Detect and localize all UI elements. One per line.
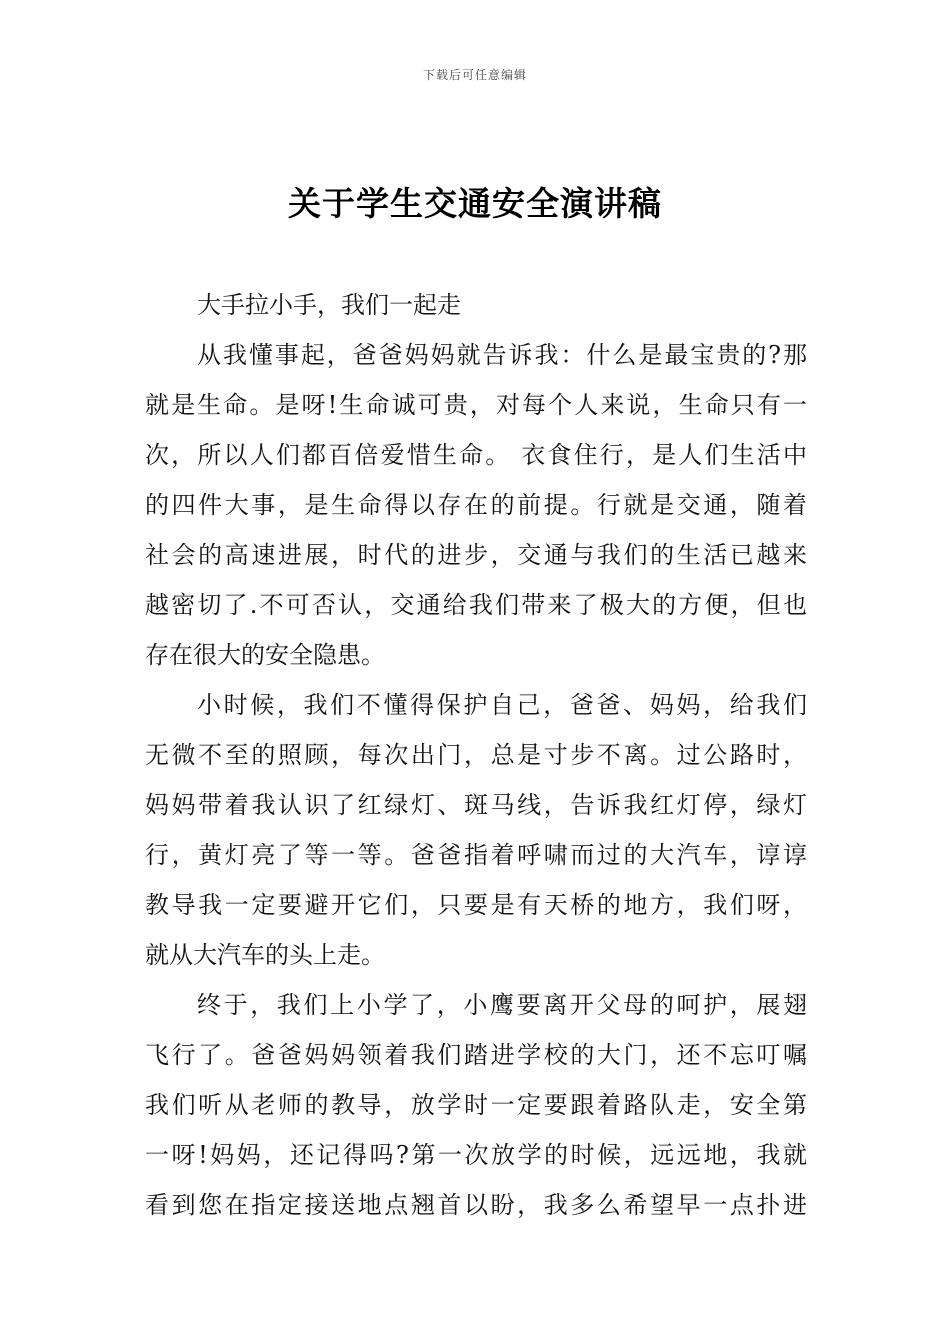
body-line: 大手拉小手，我们一起走 xyxy=(197,291,461,319)
body-line: 从我懂事起，爸爸妈妈就告诉我：什么是最宝贵的?那 xyxy=(197,341,807,369)
body-line: 就是生命。是呀!生命诚可贵，对每个人来说，生命只有一 xyxy=(145,391,807,419)
body-line: 次，所以人们都百倍爱惜生命。 衣食住行，是人们生活中 xyxy=(145,441,807,469)
header-note: 下载后可任意编辑 xyxy=(422,68,527,82)
body-line: 无微不至的照顾，每次出门，总是寸步不离。过公路时， xyxy=(145,741,807,769)
body-line: 终于，我们上小学了，小鹰要离开父母的呵护，展翅 xyxy=(197,991,807,1019)
body-line: 的四件大事，是生命得以存在的前提。行就是交通，随着 xyxy=(145,491,807,519)
body-line: 行，黄灯亮了等一等。爸爸指着呼啸而过的大汽车，谆谆 xyxy=(145,841,807,869)
body-line: 越密切了.不可否认，交通给我们带来了极大的方便，但也 xyxy=(145,591,807,619)
body-line: 就从大汽车的头上走。 xyxy=(145,941,385,969)
document-title: 关于学生交通安全演讲稿 xyxy=(288,184,662,223)
body-line: 一呀!妈妈，还记得吗?第一次放学的时候，远远地，我就 xyxy=(145,1141,807,1169)
body-line: 看到您在指定接送地点翘首以盼，我多么希望早一点扑进 xyxy=(145,1191,807,1219)
document-body xyxy=(145,280,807,1230)
body-line: 社会的高速进展，时代的进步，交通与我们的生活已越来 xyxy=(145,541,807,569)
body-line: 我们听从老师的教导，放学时一定要跟着路队走，安全第 xyxy=(145,1091,807,1119)
body-line: 飞行了。爸爸妈妈领着我们踏进学校的大门，还不忘叮嘱 xyxy=(145,1041,807,1069)
body-line: 小时候，我们不懂得保护自己，爸爸、妈妈，给我们 xyxy=(197,691,807,719)
body-line: 妈妈带着我认识了红绿灯、斑马线，告诉我红灯停，绿灯 xyxy=(145,791,807,819)
body-line: 存在很大的安全隐患。 xyxy=(145,641,385,669)
body-line: 教导我一定要避开它们，只要是有天桥的地方，我们呀， xyxy=(145,891,807,919)
